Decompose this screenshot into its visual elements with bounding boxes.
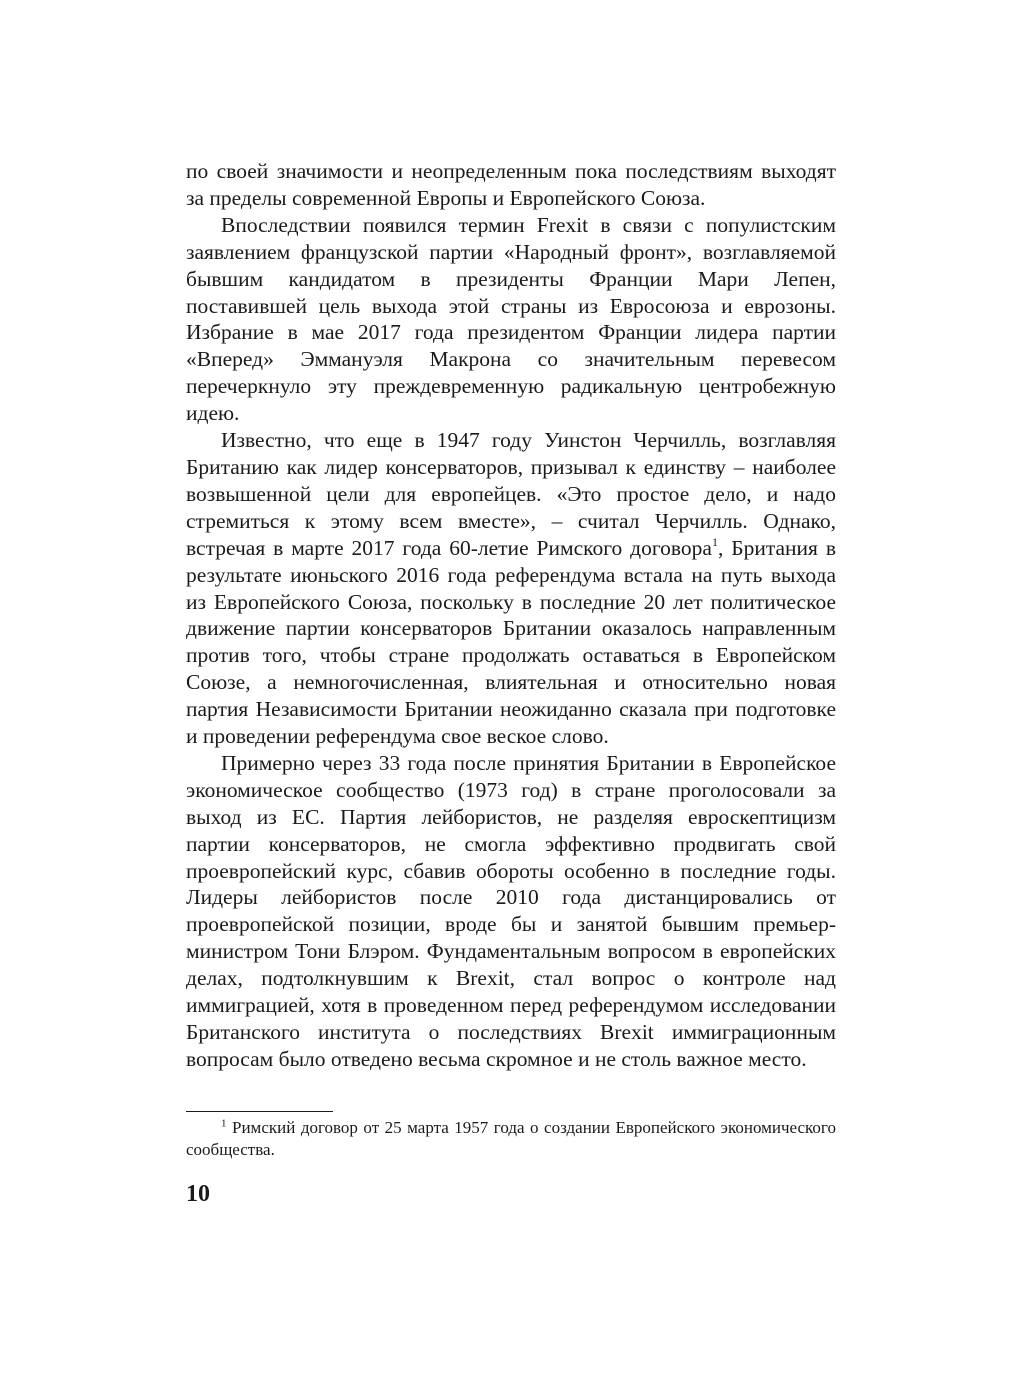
paragraph-3-part-2: , Британия в результате июньского 2016 года референдума встала на путь выхода из Европейского Союза, поскольку в последние 20 лет политическое движение партии консерваторов Британии оказалось направленным против того, чтобы стране продолжать оставаться в Европейском Союзе, а немногочисленная, влиятельная и относительно новая партия Независимости Британии неожиданно сказала при подготовке и проведении референдума свое веское слово.	[186, 535, 837, 749]
main-text	[186, 158, 836, 1073]
footnote-reference: 1	[711, 534, 718, 549]
paragraph-3	[186, 427, 836, 750]
footnote	[186, 1117, 836, 1161]
paragraph-1: по своей значимости и неопределенным пока последствиям выходят за пределы современной Европы и Европейского Союза.	[186, 159, 836, 210]
paragraph-4: Примерно через 33 года после принятия Британии в Европейское экономическое сообщество (1973 год) в стране проголосовали за выход из ЕС. Партия лейбористов, не разделяя евроскептицизм партии консерваторов, не смогла эффективно продвигать свой проевропейский курс, сбавив обороты особенно в последние годы. Лидеры лейбористов после 2010 года дистанцировались от проевропейской позиции, вроде бы и занятой бывшим премьер-министром Тони Блэром. Фундаментальным вопросом в европейских делах, подтолкнувшим к Brexit, стал вопрос о контроле над иммиграцией, хотя в проведенном перед референдумом исследовании Британского института о последствиях Brexit иммиграционным вопросам было отведено весьма скромное и не столь важное место.	[186, 750, 836, 1071]
paragraph-2: Впоследствии появился термин Frexit в связи с популистским заявлением французской партии «Народный фронт», возглавляемой бывшим кандидатом в президенты Франции Мари Лепен, поставившей цель выхода этой страны из Евросоюза и еврозоны. Избрание в мае 2017 года президентом Франции лидера партии «Вперед» Эммануэля Макрона со значительным перевесом перечеркнуло эту преждевременную радикальную центробежную идею.	[186, 212, 836, 426]
footnote-divider	[186, 1111, 333, 1112]
paragraph-3-part-1: Известно, что еще в 1947 году Уинстон Черчилль, возглавляя Британию как лидер консерваторов, призывал к единству – наиболее возвышенной цели для европейцев. «Это простое дело, и надо стремиться к этому всем вместе», – считал Черчилль. Однако, встречая в марте 2017 года 60-летие Римского договора	[186, 428, 836, 560]
page-number: 10	[186, 1181, 210, 1207]
footnote-text: Римский договор от 25 марта 1957 года о создании Европейского экономического сообщества.	[186, 1118, 836, 1159]
footnote-mark: 1	[221, 1117, 227, 1130]
